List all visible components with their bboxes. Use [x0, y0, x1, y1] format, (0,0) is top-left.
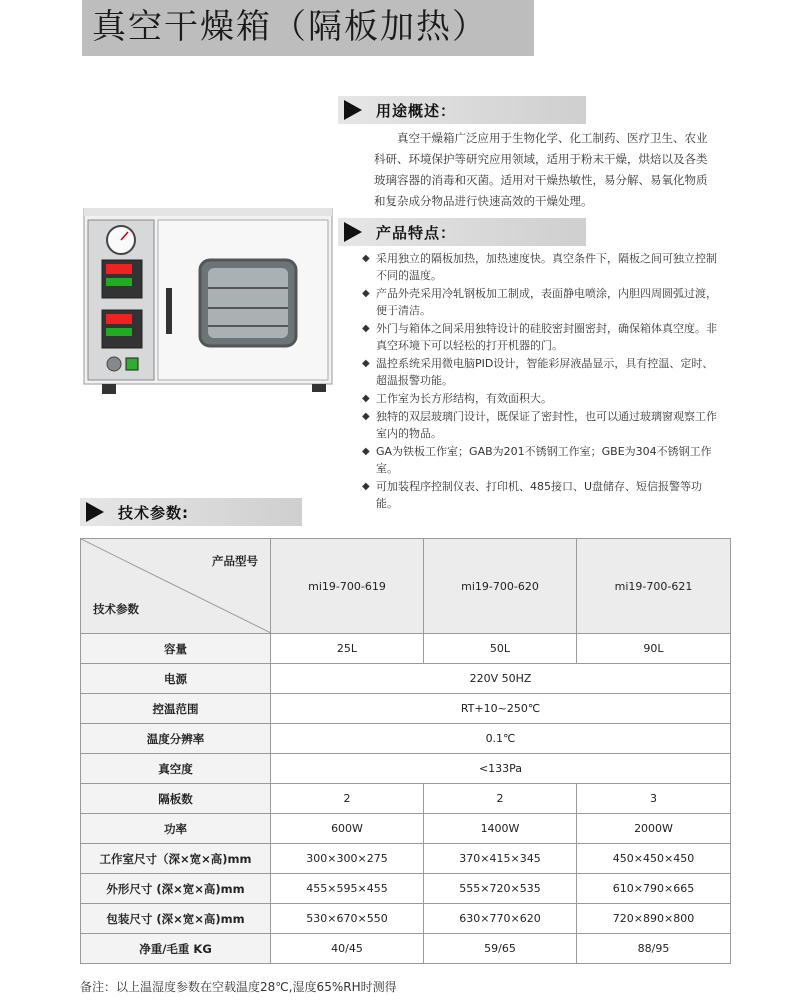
table-row	[81, 694, 731, 724]
list-item: ◆ 外门与箱体之间采用独特设计的硅胶密封圈密封，确保箱体真空度。非真空环境下可以轻松的打开机器的门。	[362, 322, 717, 352]
model-cell: mi19-700-619	[271, 539, 424, 634]
diamond-bullet-icon: ◆	[362, 481, 370, 492]
header-model-label: 产品型号	[212, 554, 258, 568]
diamond-bullet-icon: ◆	[362, 393, 370, 404]
specs-heading: 技术参数:	[118, 504, 189, 522]
table-row	[81, 814, 731, 844]
header-param-label: 技术参数	[93, 602, 139, 616]
table-cell: 50L	[424, 634, 577, 664]
table-row	[81, 634, 731, 664]
row-label: 外形尺寸 (深×宽×高)mm	[81, 874, 271, 904]
table-cell: 720×890×800	[577, 904, 731, 934]
diamond-bullet-icon: ◆	[362, 358, 370, 369]
row-label: 容量	[81, 634, 271, 664]
table-corner-cell	[81, 539, 271, 634]
table-row	[81, 784, 731, 814]
arrow-right-icon	[344, 222, 362, 242]
model-cell: mi19-700-620	[424, 539, 577, 634]
table-row	[81, 844, 731, 874]
list-item: ◆ GA为铁板工作室；GAB为201不锈钢工作室；GBE为304不锈钢工作室。	[362, 445, 712, 475]
table-cell: <133Pa	[271, 754, 731, 784]
table-row	[81, 934, 731, 964]
table-cell: 90L	[577, 634, 731, 664]
list-item: ◆ 温控系统采用微电脑PID设计，智能彩屏液晶显示，具有控温、定时、超温报警功能。	[362, 357, 714, 387]
table-cell: 1400W	[424, 814, 577, 844]
arrow-right-icon	[344, 100, 362, 120]
table-cell: 220V 50HZ	[271, 664, 731, 694]
page-title: 真空干燥箱（隔板加热）	[92, 7, 488, 47]
table-row	[81, 664, 731, 694]
usage-heading: 用途概述：	[376, 102, 457, 120]
row-label: 隔板数	[81, 784, 271, 814]
arrow-right-icon	[86, 502, 104, 522]
table-row	[81, 874, 731, 904]
table-cell: 2	[424, 784, 577, 814]
table-cell: 370×415×345	[424, 844, 577, 874]
list-item: ◆ 产品外壳采用冷轧钢板加工制成，表面静电喷涂，内胆四周圆弧过渡，便于清洁。	[362, 287, 717, 317]
footnote: 备注：以上温湿度参数在空载温度28℃,湿度65%RH时测得	[80, 980, 397, 994]
table-row	[81, 724, 731, 754]
features-list	[362, 250, 722, 513]
table-cell: 530×670×550	[271, 904, 424, 934]
specs-section-header	[80, 498, 302, 526]
row-label: 工作室尺寸（深×宽×高)mm	[81, 844, 271, 874]
spec-table	[80, 538, 731, 964]
table-cell: 40/45	[271, 934, 424, 964]
diamond-bullet-icon: ◆	[362, 446, 370, 457]
table-cell: 3	[577, 784, 731, 814]
model-cell: mi19-700-621	[577, 539, 731, 634]
table-cell: 25L	[271, 634, 424, 664]
list-item: ◆ 采用独立的隔板加热，加热速度快。真空条件下，隔板之间可独立控制不同的温度。	[362, 252, 717, 282]
table-header-row	[81, 539, 731, 634]
diamond-bullet-icon: ◆	[362, 288, 370, 299]
features-section-header	[338, 218, 586, 246]
vacuum-oven-image	[82, 208, 334, 400]
table-cell: 88/95	[577, 934, 731, 964]
table-cell: 2	[271, 784, 424, 814]
table-cell: 450×450×450	[577, 844, 731, 874]
row-label: 包装尺寸 (深×宽×高)mm	[81, 904, 271, 934]
table-cell: RT+10~250℃	[271, 694, 731, 724]
usage-section-header	[338, 96, 586, 124]
table-cell: 600W	[271, 814, 424, 844]
list-item: ◆ 工作室为长方形结构，有效面积大。	[362, 392, 552, 405]
features-heading: 产品特点：	[376, 224, 457, 242]
diamond-bullet-icon: ◆	[362, 253, 370, 264]
table-cell: 455×595×455	[271, 874, 424, 904]
table-cell: 300×300×275	[271, 844, 424, 874]
diamond-bullet-icon: ◆	[362, 411, 370, 422]
row-label: 真空度	[81, 754, 271, 784]
table-cell: 59/65	[424, 934, 577, 964]
usage-description: 真空干燥箱广泛应用于生物化学、化工制药、医疗卫生、农业科研、环境保护等研究应用领域，适用于粉末干燥，烘焙以及各类玻璃容器的消毒和灭菌。适用对干燥热敏性，易分解、易氧化物质和复杂成分物品进行快速高效的干燥处理。	[374, 131, 708, 208]
list-item: ◆ 独特的双层玻璃门设计，既保证了密封性，也可以通过玻璃窗观察工作室内的物品。	[362, 410, 717, 440]
row-label: 控温范围	[81, 694, 271, 724]
row-label: 温度分辨率	[81, 724, 271, 754]
table-cell: 0.1℃	[271, 724, 731, 754]
table-cell: 610×790×665	[577, 874, 731, 904]
table-cell: 2000W	[577, 814, 731, 844]
table-cell: 630×770×620	[424, 904, 577, 934]
diamond-bullet-icon: ◆	[362, 323, 370, 334]
table-row	[81, 754, 731, 784]
row-label: 电源	[81, 664, 271, 694]
row-label: 净重/毛重 KG	[81, 934, 271, 964]
row-label: 功率	[81, 814, 271, 844]
table-row	[81, 904, 731, 934]
table-cell: 555×720×535	[424, 874, 577, 904]
list-item: ◆ 可加装程序控制仪表、打印机、485接口、U盘储存、短信报警等功能。	[362, 480, 703, 510]
